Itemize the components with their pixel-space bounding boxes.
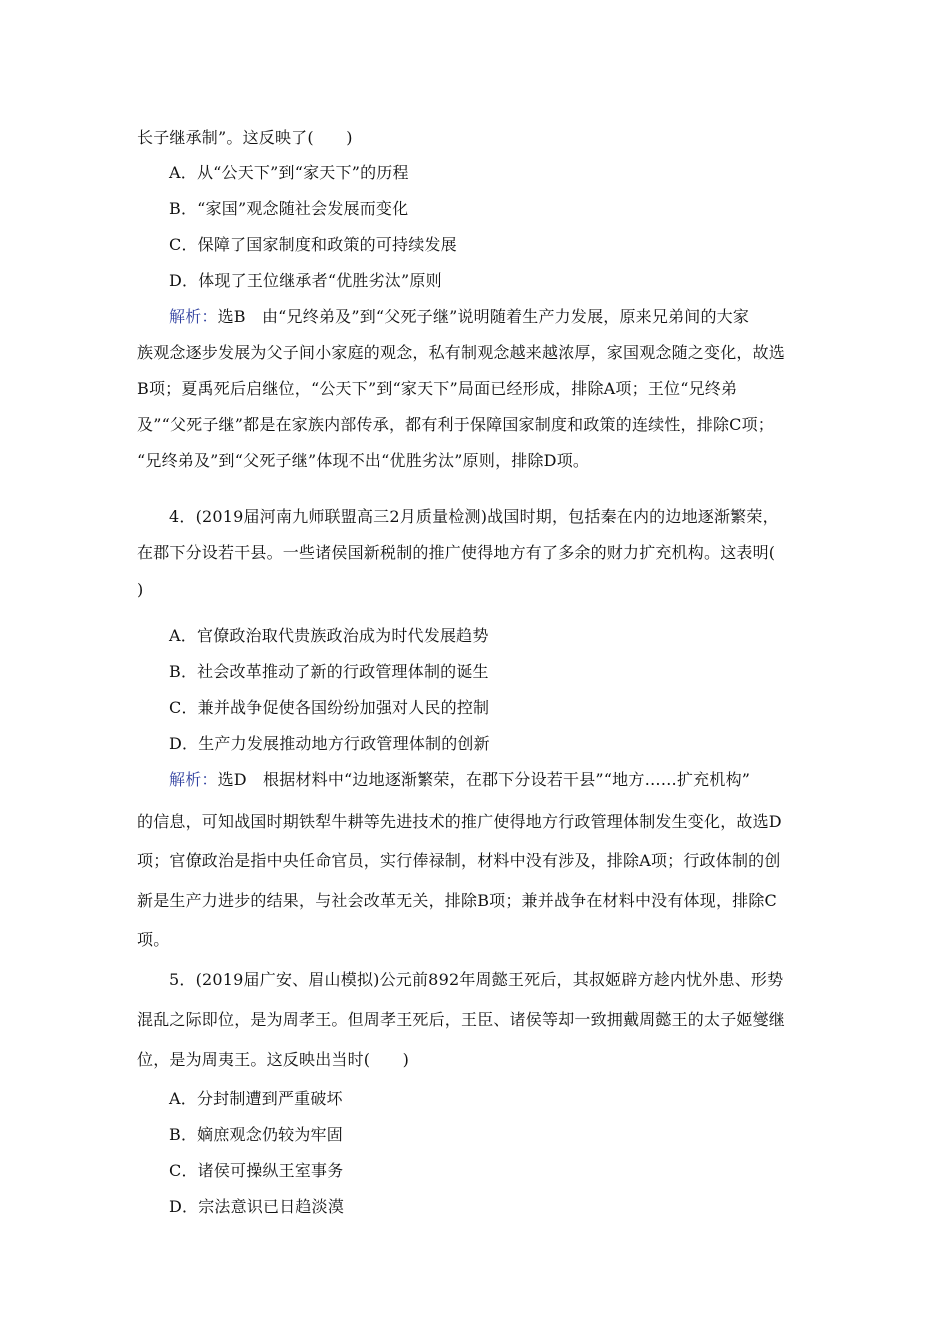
q4-option-c: C．兼并战争促使各国纷纷加强对人民的控制 bbox=[169, 698, 490, 717]
q4-analysis-text: 选D 根据材料中“边地逐渐繁荣，在郡下分设若干县”“地方……扩充机构” bbox=[217, 770, 751, 789]
q5-stem-line: 混乱之际即位，是为周孝王。但周孝王死后，王臣、诸侯等却一致拥戴周懿王的太子姬燮继 bbox=[137, 1010, 786, 1029]
q3-analysis-line: 族观念逐步发展为父子间小家庭的观念，私有制观念越来越浓厚，家国观念随之变化，故选 bbox=[137, 343, 786, 362]
q3-analysis-line: “兄终弟及”到“父死子继”体现不出“优胜劣汰”原则，排除D项。 bbox=[137, 451, 590, 470]
q4-analysis-line: 的信息，可知战国时期铁犁牛耕等先进技术的推广使得地方行政管理体制发生变化，故选D bbox=[137, 812, 782, 831]
q4-analysis-line: 新是生产力进步的结果，与社会改革无关，排除B项；兼并战争在材料中没有体现，排除C bbox=[137, 891, 778, 910]
q4-analysis-line: 项；官僚政治是指中央任命官员，实行俸禄制，材料中没有涉及，排除A项；行政体制的创 bbox=[137, 851, 781, 870]
q4-analysis-label: 解析： bbox=[169, 770, 218, 789]
q4-stem-line: ) bbox=[137, 580, 144, 599]
q3-stem-tail: 长子继承制”。这反映了( ) bbox=[137, 128, 353, 147]
q3-analysis-line: 及”“父死子继”都是在家族内部传承，都有利于保障国家制度和政策的连续性，排除C项； bbox=[137, 415, 774, 434]
q4-option-d: D．生产力发展推动地方行政管理体制的创新 bbox=[169, 734, 490, 753]
q4-analysis-first-line bbox=[169, 770, 859, 790]
q5-option-a: A．分封制遭到严重破坏 bbox=[169, 1089, 343, 1108]
q3-analysis-first-line bbox=[169, 307, 859, 327]
q5-stem-line: 位，是为周夷王。这反映出当时( ) bbox=[137, 1050, 410, 1069]
q5-option-d: D．宗法意识已日趋淡漠 bbox=[169, 1197, 345, 1216]
q5-option-c: C．诸侯可操纵王室事务 bbox=[169, 1161, 344, 1180]
q3-analysis-label: 解析： bbox=[169, 307, 218, 326]
q5-stem-line: 5．(2019届广安、眉山模拟)公元前892年周懿王死后，其叔姬辟方趁内忧外患、形势 bbox=[169, 970, 784, 989]
q4-option-b: B．社会改革推动了新的行政管理体制的诞生 bbox=[169, 662, 489, 681]
q3-option-b: B．“家国”观念随社会发展而变化 bbox=[169, 199, 409, 218]
q4-option-a: A．官僚政治取代贵族政治成为时代发展趋势 bbox=[169, 626, 489, 645]
q3-option-d: D．体现了王位继承者“优胜劣汰”原则 bbox=[169, 271, 442, 290]
q4-stem-line: 4．(2019届河南九师联盟高三2月质量检测)战国时期，包括秦在内的边地逐渐繁荣， bbox=[169, 507, 779, 526]
q3-analysis-text: 选B 由“兄终弟及”到“父死子继”说明随着生产力发展，原来兄弟间的大家 bbox=[217, 307, 750, 326]
q5-option-b: B．嫡庶观念仍较为牢固 bbox=[169, 1125, 343, 1144]
q4-analysis-line: 项。 bbox=[137, 930, 170, 949]
q3-option-c: C．保障了国家制度和政策的可持续发展 bbox=[169, 235, 457, 254]
q3-analysis-line: B项；夏禹死后启继位，“公天下”到“家天下”局面已经形成，排除A项；王位“兄终弟 bbox=[137, 379, 738, 398]
q3-option-a: A．从“公天下”到“家天下”的历程 bbox=[169, 163, 409, 182]
q4-stem-line: 在郡下分设若干县。一些诸侯国新税制的推广使得地方有了多余的财力扩充机构。这表明( bbox=[137, 543, 776, 562]
